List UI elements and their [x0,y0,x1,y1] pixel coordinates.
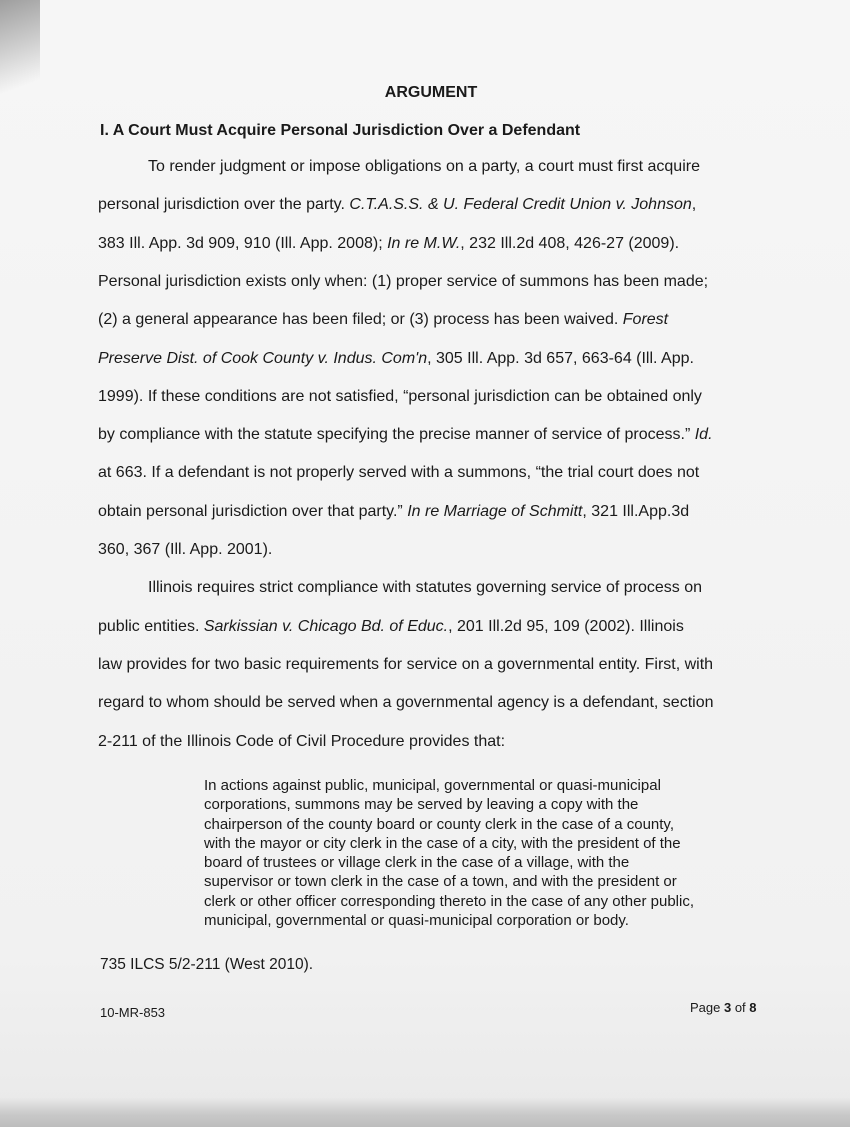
scan-corner-shadow [0,0,40,120]
body-line [98,426,713,444]
body-line [148,158,700,176]
body-text-run: public entities. [98,617,204,635]
page-mid: of [731,1000,750,1015]
body-text-run: 383 Ill. App. 3d 909, 910 (Ill. App. 2008); [98,234,388,252]
document-title: ARGUMENT [384,84,478,101]
block-quote-line: chairperson of the county board or county clerk in the case of a county, [204,815,674,833]
case-citation: In re M.W. [387,234,461,252]
case-citation: In re Marriage of Schmitt [407,502,583,520]
body-line [98,388,702,406]
page-number [690,1000,757,1015]
block-quote-line: In actions against public, municipal, governmental or quasi-municipal [204,777,661,794]
body-text-run: law provides for two basic requirements for service on a governmental entity. First, with [98,655,714,673]
block-quote-line: corporations, summons may be served by leaving a copy with the [204,796,639,814]
body-text-run: (2) a general appearance has been filed; or (3) process has been waived. [98,311,623,329]
page-current: 3 [723,1000,732,1015]
body-line [98,541,272,559]
page-prefix: Page [690,1000,724,1015]
page-total: 8 [749,1000,757,1015]
body-text-run: , 232 Ill.2d 408, 426-27 (2009). [460,234,680,252]
body-text-run: 360, 367 (Ill. App. 2001). [98,541,273,558]
body-text-run: , 201 Ill.2d 95, 109 (2002). Illinois [448,617,684,635]
body-line [98,350,694,368]
body-line [98,196,696,214]
block-quote-line: supervisor or town clerk in the case of a town, and with the president or [204,873,677,891]
body-text-run: , [691,196,697,214]
body-line [98,311,668,329]
body-line [98,273,708,291]
body-text-run: Illinois requires strict compliance with statutes governing service of process on [148,579,703,597]
block-quote-line: municipal, governmental or quasi-municipal corporation or body. [204,912,629,930]
body-line [98,503,689,521]
case-number: 10-MR-853 [100,1005,166,1020]
body-text-run: , 321 Ill.App.3d [582,502,690,520]
body-text-run: To render judgment or impose obligations on a party, a court must first acquire [148,158,700,175]
body-line [98,694,714,712]
body-text-run: Personal jurisdiction exists only when: (1) proper service of summons has been made; [98,272,709,290]
body-line [98,656,713,674]
body-line [98,618,684,636]
block-quote-line: with the mayor or city clerk in the case of a city, with the president of the [204,834,681,852]
case-citation: Forest [622,311,669,329]
body-text-run: 1999). If these conditions are not satisfied, “personal jurisdiction can be obtained only [98,387,702,405]
block-quote [204,776,764,930]
block-quote-line: board of trustees or village clerk in the case of a village, with the [204,854,630,872]
section-heading: I. A Court Must Acquire Personal Jurisdiction Over a Defendant [100,122,581,139]
body-text-run: personal jurisdiction over the party. [98,196,350,214]
statute-citation: 735 ILCS 5/2-211 (West 2010). [100,956,314,973]
body-text-run: , 305 Ill. App. 3d 657, 663-64 (Ill. App. [427,349,694,367]
body-line [98,733,505,751]
case-citation: C.T.A.S.S. & U. Federal Credit Union v. Johnson [349,196,692,214]
case-citation: Sarkissian v. Chicago Bd. of Educ. [203,617,449,635]
block-quote-line: clerk or other officer corresponding thereto in the case of any other public, [204,892,694,910]
body-line [148,579,702,597]
body-line [98,464,699,482]
body-line [98,235,679,253]
body-text-run: at 663. If a defendant is not properly served with a summons, “the trial court does not [98,464,700,482]
scan-bottom-edge [0,1097,850,1127]
body-text-run: 2-211 of the Illinois Code of Civil Procedure provides that: [98,732,506,750]
case-citation: Preserve Dist. of Cook County v. Indus. Com'n [98,349,428,367]
body-text-run: obtain personal jurisdiction over that party.” [98,502,408,520]
case-citation: Id. [694,426,713,444]
body-text-run: by compliance with the statute specifying the precise manner of service of process.” [98,426,695,444]
body-text-run: regard to whom should be served when a governmental agency is a defendant, section [98,694,714,712]
